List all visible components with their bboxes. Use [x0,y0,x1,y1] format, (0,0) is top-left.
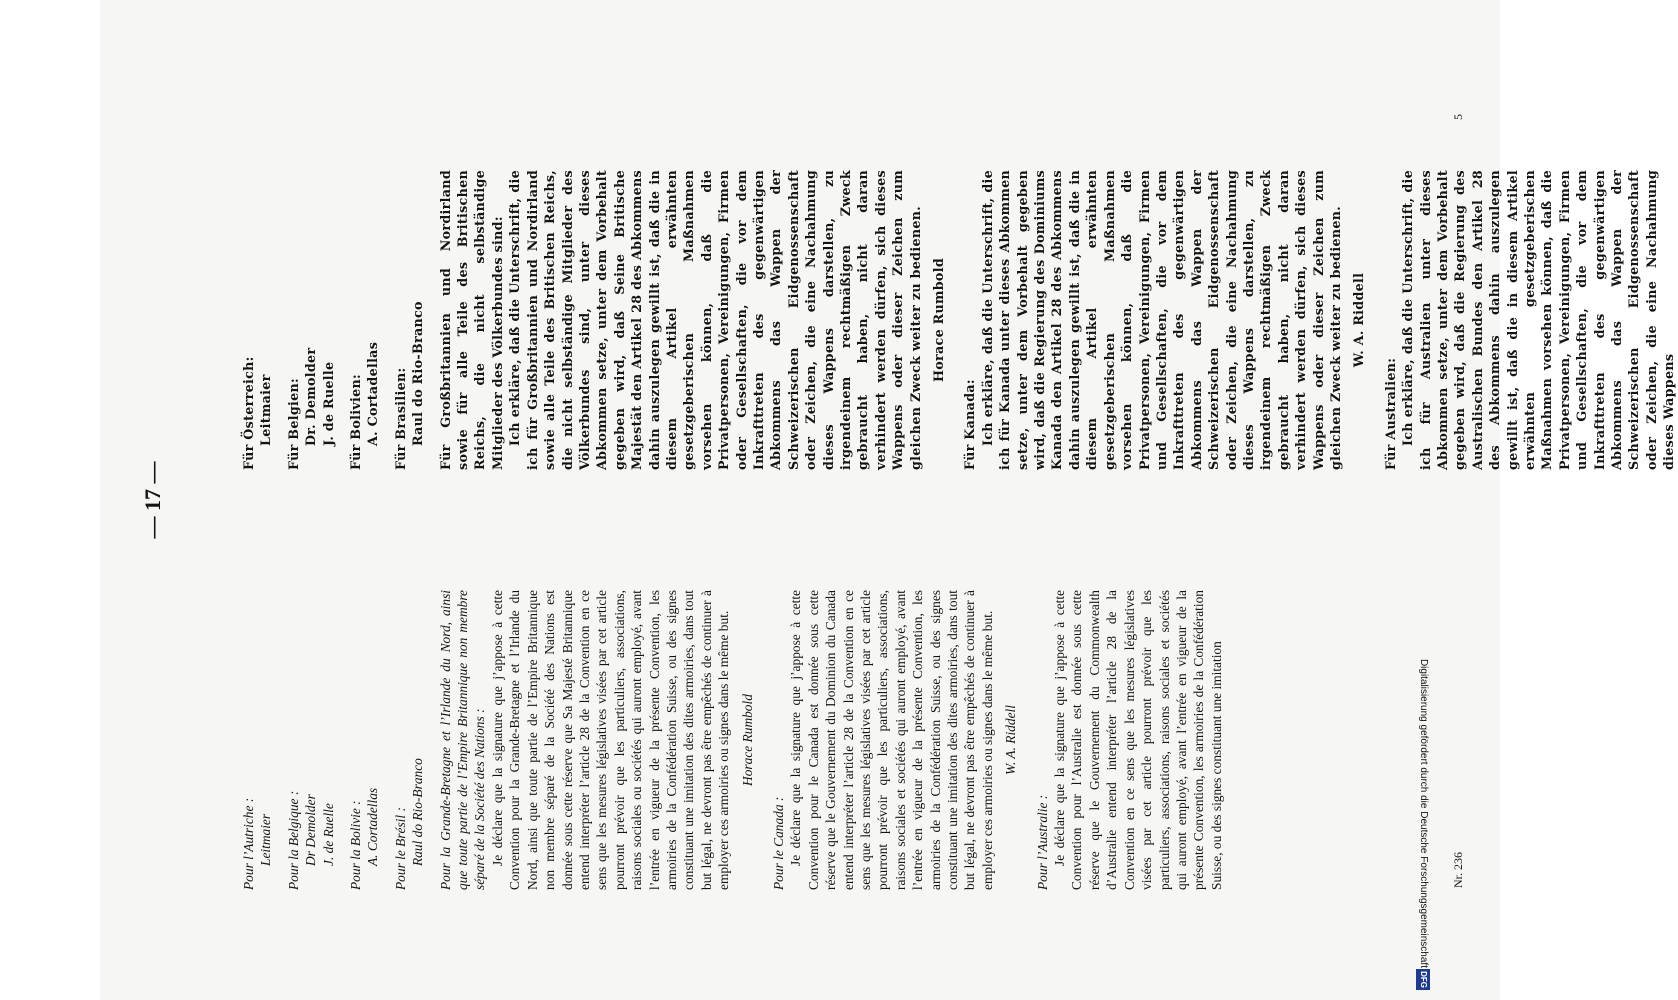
brazil-label-de: Für Brasilien: [392,367,408,470]
canada-declaration-de: Ich erkläre, daß die Unterschrift, die ich für Kanada unter dieses Abkommen setze, unter dem Vorbehalt gegeben wird, daß die Regierung des Dominiums Kanada den Artikel 28 des Abkommens dahin auszulegen gewillt ist, daß die in diesem Artikel erwähnten gesetzgeberischen Maßnahmen vorsehen können, daß die Privatpersonen, Vereinigungen, Firmen und Gesellschaften, die vor dem Inkrafttreten des gegenwärtigen Abkommens das Wappen der Schweizerischen Eidgenossenschaft oder Zeichen, die eine Nachahmung dieses Wappens darstellen, zu irgendeinem rechtmäßigen Zweck gebraucht haben, nicht daran verhindert werden dürfen, sich dieses Wappens oder dieser Zeichen zum gleichen Zweck weiter zu bedienen. [979,170,1343,470]
belgium-signatory-1-de: Dr. Demolder [303,347,319,446]
sheet-number: 5 [1451,114,1465,120]
brazil-label-fr: Pour le Brésil : [392,807,408,890]
document-page [100,0,1677,1000]
canada-signatory-de: W. A. Riddell [1351,272,1367,368]
gb-header-de: Für Großbritannien und Nordirland sowie für alle Teile des Britischen Reichs, die nicht selbständige Mitglieder des Völkerbundes sind: [437,170,505,470]
bolivia-label-fr: Pour la Bolivie : [348,800,364,890]
brazil-signatory-fr: Raul do Rio-Branco [410,758,426,866]
canada-declaration-fr: Je déclare que la signature que j’appose à cette Convention pour le Canada est donnée sous cette réserve que le Gouvernement du Dominion du Canada entend interpréter l’article 28 de la Convention en ce sens que les mesures législatives visées par cet article pourront prévoir que les particuliers, associations, raisons sociales et sociétés qui auront employé, avant l’entrée en vigueur de la présente Convention, les armoiries de la Confédération Suisse, ou des signes constituant une imitation des dites armoiries, dans tout but légal, ne devront pas être empêchés de continuer à employer ces armoiries ou signes dans le même but. [788,590,995,890]
australia-declaration-fr: Je déclare que la signature que j’appose à cette Convention pour l’Australie est donnée sous cette réserve que le Gouvernement du Commonwealth d’Australie entend interpréter l’article 28 de la Convention en ce sens que les mesures législatives visées par cet article pourront prévoir que les particuliers, associations, raisons sociales et sociétés qui auront employé, avant l’entrée en vigueur de la présente Convention, les armoiries de la Confédération Suisse, ou des signes constituant une imitation [1052,590,1224,890]
dfg-logo: DFG [1416,969,1430,990]
canada-signatory-fr: W. A. Riddell [1003,705,1019,775]
gb-signatory-de: Horace Rumbold [931,258,947,382]
canada-label-de: Für Kanada: [962,379,978,470]
belgium-label-de: Für Belgien: [285,378,301,470]
document-number: Nr. 236 [1451,852,1465,888]
digitization-credit [1416,8,1430,992]
austria-label-de: Für Österreich: [241,356,256,470]
page-number: — 17 — [140,461,165,539]
brazil-signatory-de: Raul do Rio-Branco [410,301,426,446]
gb-header-fr: Pour la Grande-Bretagne et l’Irlande du Nord, ainsi que toute partie de l’Empire Britannique non membre séparé de la Société des Nations : [437,590,488,890]
belgium-signatory-1-fr: Dr Demolder [303,794,319,866]
canada-label-fr: Pour le Canada : [770,796,786,890]
digitization-credit-strip [1416,8,1430,992]
german-column [240,170,1678,470]
rotated-scan-page [100,0,1677,1000]
gb-signatory-fr: Horace Rumbold [739,694,755,786]
french-column [240,590,1225,890]
belgium-signatory-2-fr: J. de Ruelle [320,803,336,866]
australia-declaration-de: Ich erkläre, daß die Unterschrift, die ich für Australien unter dieses Abkommen setze, unter dem Vorbehalt gegeben wird, daß die Regierung des Australischen Bundes den Artikel 28 des Abkommens dahin auszulegen gewillt ist, daß die in diesem Artikel erwähnten gesetzgeberischen Maßnahmen vorsehen können, daß die Privatpersonen, Vereinigungen, Firmen und Gesellschaften, die vor dem Inkrafttreten des gegenwärtigen Abkommens das Wappen der Schweizerischen Eidgenossenschaft oder Zeichen, die eine Nachahmung dieses Wappens [1400,170,1677,470]
austria-signatory-de: Leitmaier [258,374,274,446]
gb-declaration-de: Ich erkläre, daß die Unterschrift, die ich für Großbritannien und Nordirland sowie alle Teile des Britischen Reichs, die nicht selbständige Mitglieder des Völkerbundes sind, unter dieses Abkommen setze, unter dem Vorbehalt gegeben wird, daß Seine Britische Majestät den Artikel 28 des Abkommens dahin auszulegen gewillt ist, daß die in diesem Artikel erwähnten gesetzgeberischen Maßnahmen vorsehen können, daß die Privatpersonen, Vereinigungen, Firmen oder Gesellschaften, die vor dem Inkrafttreten des gegenwärtigen Abkommens das Wappen der Schweizerischen Eidgenossenschaft oder Zeichen, die eine Nachahmung dieses Wappens darstellen, zu irgendeinem rechtmäßigen Zweck gebraucht haben, nicht daran verhindert werden dürfen, sich dieses Wappens oder dieser Zeichen zum gleichen Zweck weiter zu bedienen. [507,170,923,470]
digitization-credit-text: Digitalisierung gefördert durch die Deutsche Forschungsgemeinschaft [1418,658,1429,968]
australia-label-de: Für Australien: [1382,357,1398,470]
australia-label-fr: Pour l’Australie : [1034,794,1050,890]
belgium-signatory-2-de: J. de Ruelle [320,361,336,446]
bolivia-signatory-fr: A. Cortadellas [365,787,381,866]
austria-signatory-fr: Leitmaier [258,813,274,866]
bolivia-label-de: Für Bolivien: [348,373,364,470]
bolivia-signatory-de: A. Cortadellas [365,341,381,446]
austria-label-fr: Pour l’Autriche : [241,797,256,890]
gb-declaration-fr: Je déclare que la signature que j’appose à cette Convention pour la Grande-Bretagne et l’Irlande du Nord, ainsi que toute partie de l’Empire Britannique non membre séparé de la Société des Nations est donnée sous cette réserve que Sa Majesté Britannique entend interpréter l’article 28 de la Convention en ce sens que les mesures législatives visées par cet article pourront prévoir que les particuliers, associations, raisons sociales ou sociétés qui auront employé, avant l’entrée en vigueur de la présente Convention, les armoiries de la Confédération Suisse, ou des signes constituant une imitation des dites armoiries, dans tout but légal, ne devront pas être empêchés de continuer à employer ces armoiries ou signes dans le même but. [489,590,732,890]
belgium-label-fr: Pour la Belgique : [285,790,301,890]
